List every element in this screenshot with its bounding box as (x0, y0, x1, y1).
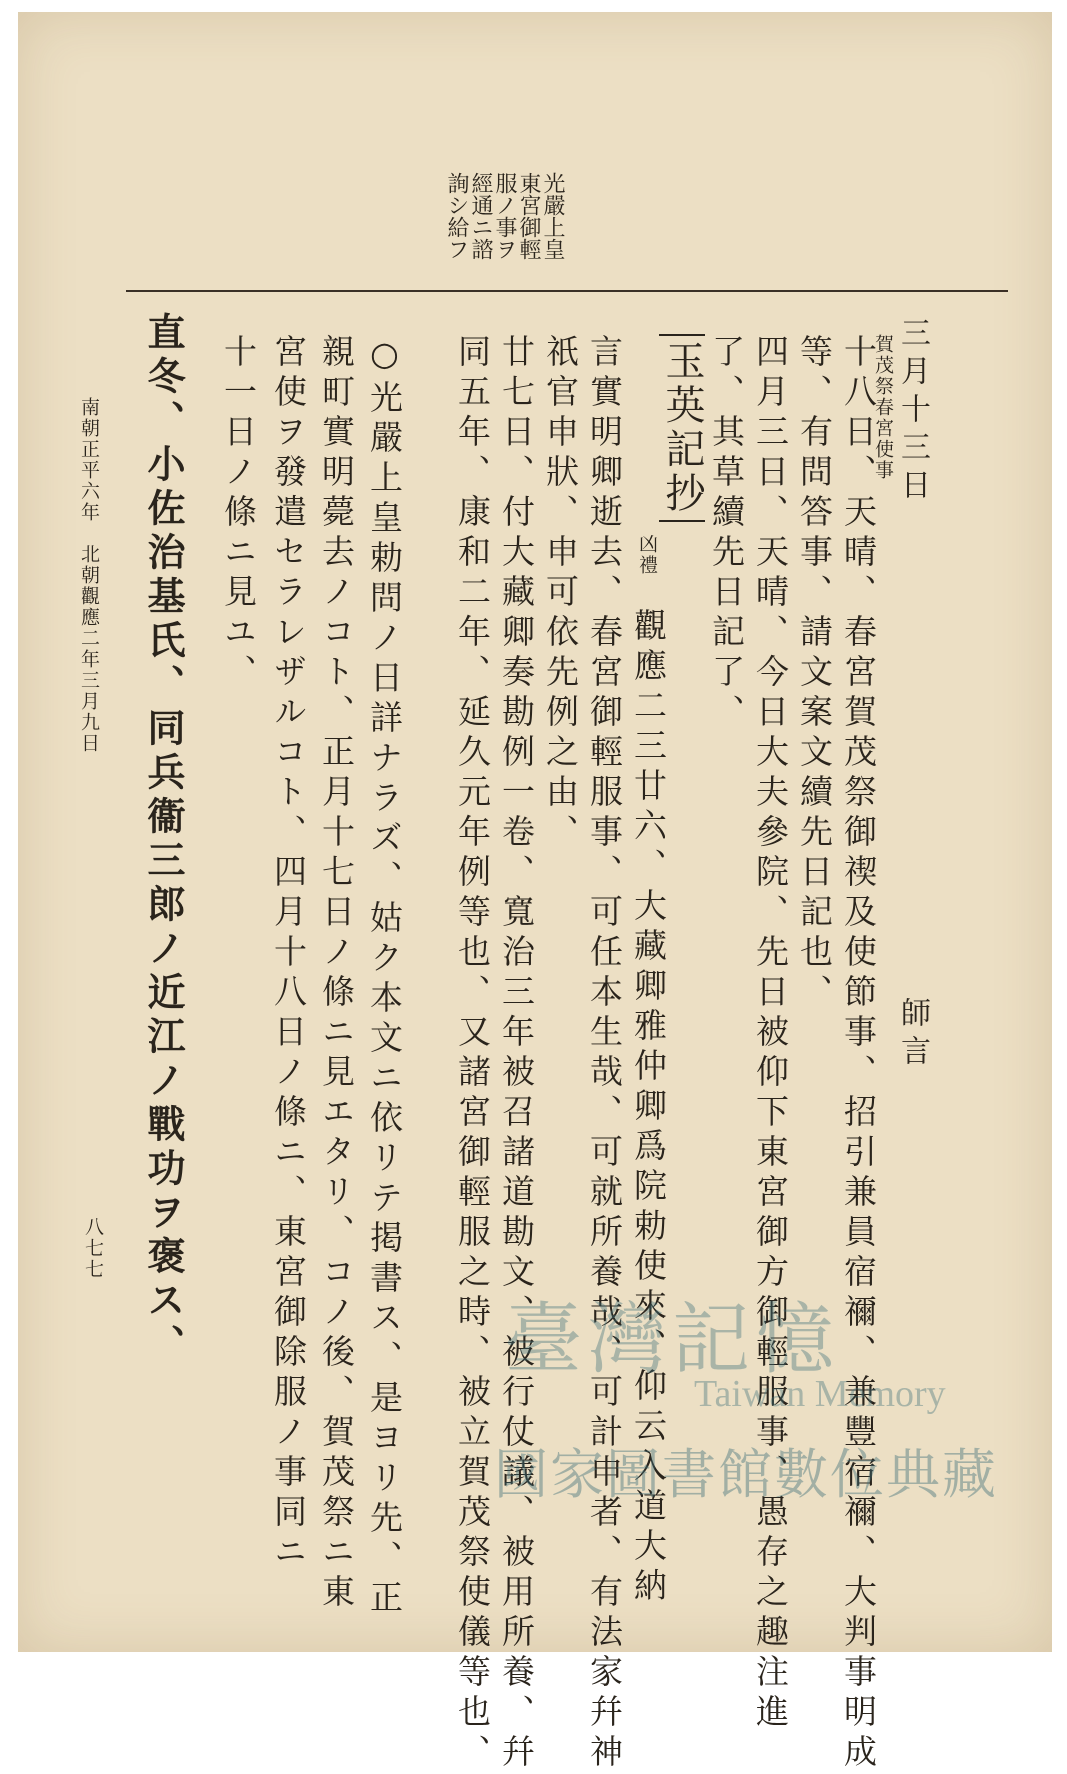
entry-date: 三月十三日 (895, 317, 930, 507)
commentary-col-4: 十一日ノ條ニ見ユ、 (219, 334, 258, 694)
watermark-english: Taiwan Memory (694, 1373, 946, 1415)
source-col-4: 廿七日、付大藏卿奏勘例一卷、寬治三年被召諸道勘文、被行仗議、被用所養、幷 (497, 334, 536, 1774)
source-col-3: 祇官申狀、申可依先例之由、 (541, 334, 580, 854)
commentary-col-3: 宮使ヲ發遣セラレザルコト、四月十八日ノ條ニ、東宮御除服ノ事同ニ (269, 334, 308, 1574)
next-entry-headline: 直冬、小佐治基氏、同兵衞三郎ノ近江ノ戰功ヲ褒ス、 (141, 312, 186, 1368)
source-category: 凶禮 (636, 534, 658, 576)
top-note-col-3: 服ノ事ヲ (492, 172, 517, 260)
page-number: 八七七 (82, 1217, 104, 1280)
source-title: 玉英記抄 (659, 334, 705, 522)
document-page (18, 12, 1052, 1774)
source-col-2: 言實明卿逝去、春宮御輕服事、可任本生哉、可就所養哉、可計申者、有法家幷神 (585, 334, 624, 1774)
text-col-4: 了、其草續先日記了、 (707, 334, 746, 734)
commentary-col-1: ○光嚴上皇勅問ノ日詳ナラズ、姑ク本文ニ依リテ掲書ス、是ヨリ先、正 (365, 334, 404, 1620)
source-col-5: 同五年、康和二年、延久元年例等也、又諸宮御輕服之時、被立賀茂祭使儀等也、 (453, 334, 492, 1774)
top-note-col-4: 經通ニ諮 (468, 172, 493, 260)
source-title-bracketed (654, 334, 711, 522)
text-col-1: 十八日、天晴、春宮賀茂祭御禊及使節事、招引兼員宿禰、兼豐宿禰、大判事明成 (839, 334, 878, 1774)
event-note: 賀茂祭春宮使事 (872, 334, 894, 481)
text-col-2: 等、有問答事、請文案文續先日記也、 (795, 334, 834, 1014)
author-name: 師言 (895, 997, 930, 1073)
watermark (494, 1277, 1014, 1617)
commentary-col-2: 親町實明薨去ノコト、正月十七日ノ條ニ見エタリ、コノ後、賀茂祭ニ東 (317, 334, 356, 1614)
watermark-chinese: 臺灣記憶 (504, 1295, 841, 1385)
source-col-1: 觀應二三廿六、大藏卿雅仲卿爲院勅使來、仰云入道大納 (629, 608, 668, 1608)
era-date: 南朝正平六年 北朝觀應二年三月九日 (78, 397, 100, 754)
watermark-institution: 國家圖書館數位典藏 (494, 1443, 998, 1506)
top-note-col-2: 東宮御輕 (516, 172, 541, 260)
header-rule (126, 290, 1008, 292)
text-col-3: 四月三日、天晴、今日大夫參院、先日被仰下東宮御方御輕服事、愚存之趣注進 (751, 334, 790, 1734)
top-note-col-5: 詢シ給フ (444, 172, 469, 260)
top-note-col-1: 光嚴上皇 (540, 172, 565, 260)
